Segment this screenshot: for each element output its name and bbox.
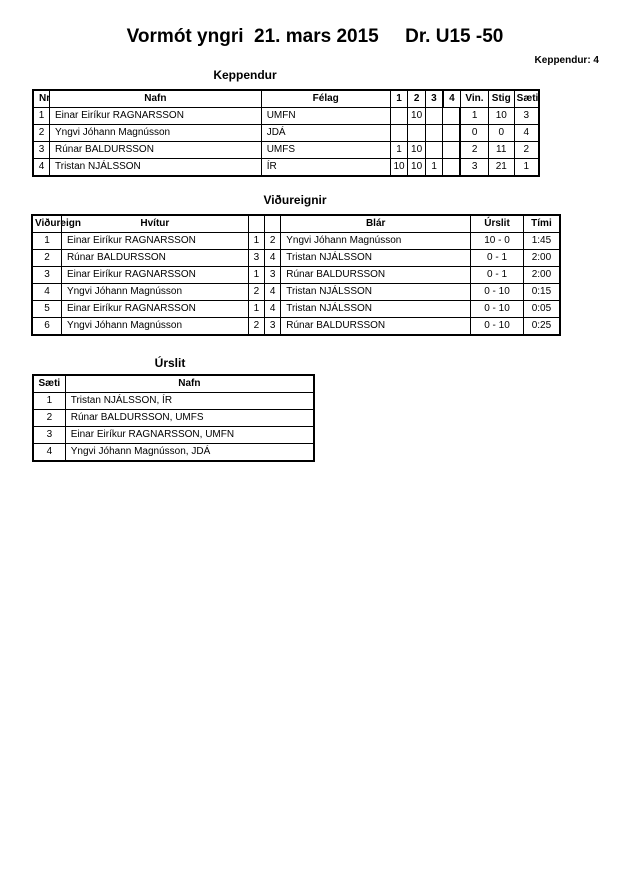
round3-cell: 1 (425, 159, 443, 177)
white-nr-cell: 1 (248, 267, 264, 284)
competitors-section-title: Keppendur (213, 68, 277, 82)
matches-section-title: Viðureignir (263, 193, 327, 207)
result-cell: 10 - 0 (471, 233, 524, 250)
round3-cell (425, 108, 443, 125)
place-cell: 3 (33, 427, 65, 444)
round2-cell (408, 125, 426, 142)
points-cell: 21 (488, 159, 514, 177)
blue-cell: Rúnar BALDURSSON (281, 318, 471, 336)
white-cell: Einar Eiríkur RAGNARSSON (61, 301, 248, 318)
table-row (33, 108, 539, 125)
result-cell: 0 - 10 (471, 301, 524, 318)
blue-nr-header (265, 215, 281, 233)
results-table (32, 374, 315, 462)
table-row (32, 284, 560, 301)
nr-cell: 2 (33, 125, 50, 142)
blue-nr-cell: 3 (265, 318, 281, 336)
round3-cell (425, 142, 443, 159)
competitor-count: Keppendur: 4 (534, 55, 599, 66)
white-header: Hvítur (61, 215, 248, 233)
points-cell: 11 (488, 142, 514, 159)
points-header: Stig (488, 90, 514, 108)
page-title: Vormót yngri 21. mars 2015 Dr. U15 -50 (126, 26, 504, 47)
white-nr-cell: 1 (248, 301, 264, 318)
place-cell: 4 (33, 444, 65, 462)
competitors-table (32, 89, 540, 177)
place-header: Sæti (33, 375, 65, 393)
time-cell: 2:00 (523, 267, 560, 284)
blue-cell: Tristan NJÁLSSON (281, 284, 471, 301)
blue-nr-cell: 4 (265, 301, 281, 318)
round4-cell (443, 142, 461, 159)
nr-header: Nr (33, 90, 50, 108)
name-cell: Einar Eiríkur RAGNARSSON (50, 108, 262, 125)
place-cell: 2 (514, 142, 539, 159)
name-cell: Rúnar BALDURSSON (50, 142, 262, 159)
match-no-cell: 2 (32, 250, 61, 267)
white-cell: Yngvi Jóhann Magnússon (61, 318, 248, 336)
blue-nr-cell: 3 (265, 267, 281, 284)
table-row (33, 125, 539, 142)
name-cell: Yngvi Jóhann Magnússon (50, 125, 262, 142)
name-cell: Einar Eiríkur RAGNARSSON, UMFN (65, 427, 314, 444)
round3-header: 3 (425, 90, 443, 108)
white-cell: Einar Eiríkur RAGNARSSON (61, 267, 248, 284)
round1-cell (390, 125, 408, 142)
table-row (33, 410, 314, 427)
white-nr-cell: 2 (248, 318, 264, 336)
results-section-title: Úrslit (154, 356, 186, 370)
blue-cell: Rúnar BALDURSSON (281, 267, 471, 284)
round2-header: 2 (408, 90, 426, 108)
match-no-cell: 3 (32, 267, 61, 284)
blue-cell: Yngvi Jóhann Magnússon (281, 233, 471, 250)
wins-header: Vin. (460, 90, 488, 108)
wins-cell: 3 (460, 159, 488, 177)
round4-header: 4 (443, 90, 461, 108)
round2-cell: 10 (408, 159, 426, 177)
name-cell: Rúnar BALDURSSON, UMFS (65, 410, 314, 427)
name-cell: Yngvi Jóhann Magnússon, JDÁ (65, 444, 314, 462)
club-header: Félag (261, 90, 390, 108)
round1-header: 1 (390, 90, 408, 108)
result-cell: 0 - 10 (471, 284, 524, 301)
match-no-cell: 5 (32, 301, 61, 318)
wins-cell: 2 (460, 142, 488, 159)
table-row (33, 393, 314, 410)
place-cell: 1 (514, 159, 539, 177)
blue-nr-cell: 4 (265, 250, 281, 267)
points-cell: 0 (488, 125, 514, 142)
table-row (33, 444, 314, 462)
result-header: Úrslit (471, 215, 524, 233)
white-cell: Rúnar BALDURSSON (61, 250, 248, 267)
match-no-cell: 4 (32, 284, 61, 301)
name-cell: Tristan NJÁLSSON, ÍR (65, 393, 314, 410)
club-cell: UMFN (261, 108, 390, 125)
nr-cell: 3 (33, 142, 50, 159)
round1-cell: 1 (390, 142, 408, 159)
blue-nr-cell: 2 (265, 233, 281, 250)
result-cell: 0 - 1 (471, 250, 524, 267)
blue-header: Blár (281, 215, 471, 233)
table-row (32, 301, 560, 318)
table-row (32, 233, 560, 250)
white-cell: Einar Eiríkur RAGNARSSON (61, 233, 248, 250)
place-cell: 2 (33, 410, 65, 427)
blue-cell: Tristan NJÁLSSON (281, 250, 471, 267)
white-nr-header (248, 215, 264, 233)
round4-cell (443, 108, 461, 125)
table-row (32, 267, 560, 284)
match-no-cell: 6 (32, 318, 61, 336)
name-header: Nafn (50, 90, 262, 108)
round1-cell (390, 108, 408, 125)
round4-cell (443, 159, 461, 177)
round4-cell (443, 125, 461, 142)
round2-cell: 10 (408, 142, 426, 159)
white-cell: Yngvi Jóhann Magnússon (61, 284, 248, 301)
result-cell: 0 - 10 (471, 318, 524, 336)
match-no-header: Viðureign (32, 215, 61, 233)
white-nr-cell: 2 (248, 284, 264, 301)
nr-cell: 1 (33, 108, 50, 125)
matches-table (31, 214, 561, 336)
table-row (33, 427, 314, 444)
wins-cell: 0 (460, 125, 488, 142)
time-cell: 2:00 (523, 250, 560, 267)
match-no-cell: 1 (32, 233, 61, 250)
blue-nr-cell: 4 (265, 284, 281, 301)
table-row (33, 159, 539, 177)
time-cell: 0:15 (523, 284, 560, 301)
time-cell: 0:05 (523, 301, 560, 318)
place-cell: 3 (514, 108, 539, 125)
club-cell: JDÁ (261, 125, 390, 142)
time-header: Tími (523, 215, 560, 233)
points-cell: 10 (488, 108, 514, 125)
round1-cell: 10 (390, 159, 408, 177)
place-header: Sæti (514, 90, 539, 108)
name-cell: Tristan NJÁLSSON (50, 159, 262, 177)
round3-cell (425, 125, 443, 142)
place-cell: 4 (514, 125, 539, 142)
club-cell: ÍR (261, 159, 390, 177)
white-nr-cell: 1 (248, 233, 264, 250)
blue-cell: Tristan NJÁLSSON (281, 301, 471, 318)
wins-cell: 1 (460, 108, 488, 125)
time-cell: 1:45 (523, 233, 560, 250)
white-nr-cell: 3 (248, 250, 264, 267)
table-row (33, 142, 539, 159)
place-cell: 1 (33, 393, 65, 410)
table-row (32, 318, 560, 336)
table-row (32, 250, 560, 267)
nr-cell: 4 (33, 159, 50, 177)
result-cell: 0 - 1 (471, 267, 524, 284)
time-cell: 0:25 (523, 318, 560, 336)
name-header: Nafn (65, 375, 314, 393)
club-cell: UMFS (261, 142, 390, 159)
round2-cell: 10 (408, 108, 426, 125)
